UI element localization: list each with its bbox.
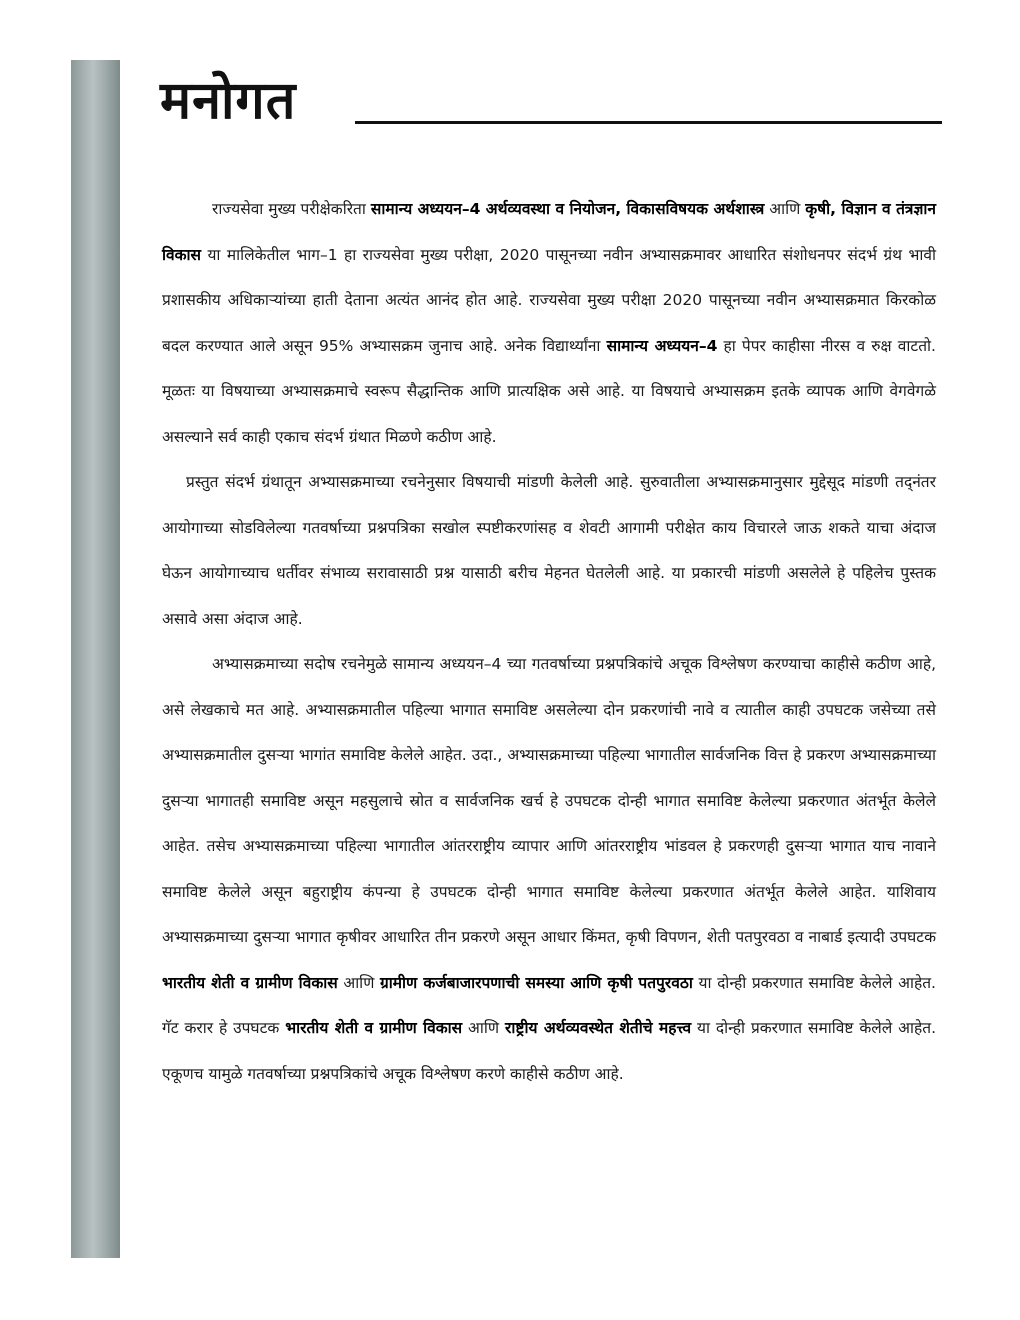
body-text: [162, 187, 936, 1097]
paragraph-1-text: राज्यसेवा मुख्य परीक्षेकरिता: [212, 200, 371, 218]
heading-row: [160, 70, 942, 132]
paragraph-3-bold-phrase: भारतीय शेती व ग्रामीण विकास: [285, 1019, 463, 1037]
title-underline-rule: [355, 121, 942, 124]
paragraph-1-bold-phrase: सामान्य अध्ययन–4: [606, 336, 718, 355]
paragraph-1: [162, 187, 936, 460]
paragraph-1-bold-phrase: सामान्य अध्ययन–4 अर्थव्यवस्था व नियोजन, विकासविषयक अर्थशास्त्र: [370, 200, 765, 218]
paragraph-2: प्रस्तुत संदर्भ ग्रंथातून अभ्यासक्रमाच्या रचनेनुसार विषयाची मांडणी केलेली आहे. सुरुवातीला अभ्यासक्रमानुसार मुद्देसूद मांडणी तद्नंतर आयोगाच्या सोडविलेल्या गतवर्षाच्या प्रश्नपत्रिका सखोल स्पष्टीकरणांसह व शेवटी आगामी परीक्षेत काय विचारले जाऊ शकते याचा अंदाज घेऊन आयोगाच्याच धर्तीवर संभाव्य सरावासाठी प्रश्न यासाठी बरीच मेहनत घेतलेली आहे. या प्रकारची मांडणी असलेले हे पहिलेच पुस्तक असावे असा अंदाज आहे.: [162, 473, 936, 628]
paragraph-3-text: या दोन्ही प्रकरणात समाविष्ट केलेले आहेत. एकूणच यामुळे गतवर्षाच्या प्रश्नपत्रिकांचे अचूक विश्लेषण करणे काहीसे कठीण आहे.: [162, 1019, 937, 1083]
paragraph-1-text: या मालिकेतील भाग–1 हा राज्यसेवा मुख्य परीक्षा, 2020 पासूनच्या नवीन अभ्यासक्रमावर आधारित संशोधनपर संदर्भ ग्रंथ भावी प्रशासकीय अधिकाऱ्यांच्या हाती देताना अत्यंत आनंद होत आहे. राज्यसेवा मुख्य परीक्षा 2020 पासूनच्या नवीन अभ्यासक्रमात किरकोळ बदल करण्यात आले असून 95% अभ्यासक्रम जुनाच आहे. अनेक विद्यार्थ्यांना: [162, 245, 936, 355]
paragraph-1-text: हा पेपर काहीसा नीरस व रुक्ष वाटतो. मूळतः या विषयाच्या अभ्यासक्रमाचे स्वरूप सैद्धान्तिक आणि प्रात्यक्षिक असे आहे. या विषयाचे अभ्यासक्रम इतके व्यापक आणि वेगवेगळे असल्याने सर्व काही एकाच संदर्भ ग्रंथात मिळणे कठीण आहे.: [162, 336, 936, 446]
paragraph-3-bold-phrase: ग्रामीण कर्जबाजारपणाची समस्या आणि कृषी पतपुरवठा: [380, 973, 693, 992]
page-title: मनोगत: [160, 71, 297, 131]
paragraph-3-text: अभ्यासक्रमाच्या सदोष रचनेमुळे सामान्य अध्ययन–4 च्या गतवर्षाच्या प्रश्नपत्रिकांचे अचूक विश्लेषण करण्याचा काहीसे कठीण आहे, असे लेखकाचे मत आहे. अभ्यासक्रमातील पहिल्या भागात समाविष्ट असलेल्या दोन प्रकरणांची नावे व त्यातील काही उपघटक जसेच्या तसे अभ्यासक्रमातील दुसऱ्या भागांत समाविष्ट केलेले आहेत. उदा., अभ्यासक्रमाच्या पहिल्या भागातील सार्वजनिक वित्त हे प्रकरण अभ्यासक्रमाच्या दुसऱ्या भागातही समाविष्ट असून महसुलाचे स्रोत व सार्वजनिक खर्च हे उपघटक दोन्ही भागात समाविष्ट केलेल्या प्रकरणात अंतर्भूत केलेले आहेत. तसेच अभ्यासक्रमाच्या पहिल्या भागातील आंतरराष्ट्रीय व्यापार आणि आंतरराष्ट्रीय भांडवल हे प्रकरणही दुसऱ्या भागात याच नावाने समाविष्ट केलेले असून बहुराष्ट्रीय कंपन्या हे उपघटक दोन्ही भागात समाविष्ट केलेल्या प्रकरणात अंतर्भूत केलेले आहेत. याशिवाय अभ्यासक्रमाच्या दुसऱ्या भागात कृषीवर आधारित तीन प्रकरणे असून आधार किंमत, कृषी विपणन, शेती पतपुरवठा व नाबार्ड इत्यादी उपघटक: [162, 655, 936, 946]
paragraph-3-text: या दोन्ही प्रकरणात समाविष्ट केलेले आहेत. गॅट करार हे उपघटक: [162, 973, 936, 1037]
paragraph-3-text: आणि: [462, 1019, 506, 1037]
paragraph-3-bold-phrase: भारतीय शेती व ग्रामीण विकास: [162, 973, 338, 992]
paragraph-1-text: आणि: [764, 200, 806, 218]
paragraph-3-bold-phrase: राष्ट्रीय अर्थव्यवस्थेत शेतीचे महत्त्व: [505, 1019, 692, 1037]
paragraph-3-text: आणि: [337, 973, 381, 992]
paragraph-3: [162, 642, 936, 1097]
decorative-side-bar: [71, 60, 120, 1258]
paragraph-1-bold-phrase: कृषी, विज्ञान व तंत्रज्ञान विकास: [162, 200, 937, 264]
